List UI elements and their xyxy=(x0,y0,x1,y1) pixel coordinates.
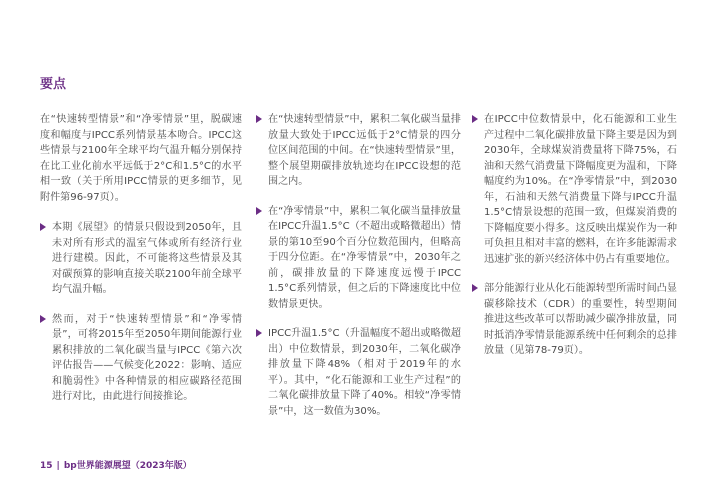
bullet-item xyxy=(472,112,677,267)
bullet-arrow-icon xyxy=(40,223,46,231)
bullet-arrow-icon xyxy=(472,284,478,292)
page-footer xyxy=(40,458,192,471)
column-left xyxy=(40,112,242,419)
bullet-arrow-icon xyxy=(472,115,478,123)
footer-separator: | xyxy=(56,461,60,471)
bullet-text: 在“快速转型情景”中，累积二氧化碳当量排放量大致处于IPCC远低于2°C情景的四分位区间范围的中间。在“快速转型情景”里，整个展望期碳排放轨迹均在IPCC设想的范围之内。 xyxy=(268,114,461,187)
bullet-text: 在“净零情景”中，累积二氧化碳当量排放量在IPCC升温1.5°C（不超出或略微超出）情景的第10至90个百分位数范围内，但略高于四分位距。在“净零情景”中，2030年之前，碳排放量的下降速度远慢于IPCC 1.5°C系列情景，但之后的下降速度比中位数情景更快。 xyxy=(268,205,461,310)
bullet-item xyxy=(40,220,242,298)
column-middle xyxy=(256,112,461,433)
bullet-text: IPCC升温1.5°C（升温幅度不超出或略微超出）中位数情景，到2030年，二氧化碳净排放量下降48%（相对于2019年的水平）。其中，“化石能源和工业生产过程”的二氧化碳排放量下降了40%。相较“净零情景”中，这一数值为30%。 xyxy=(268,328,461,417)
section-heading: 要点 xyxy=(40,77,67,92)
page-number: 15 xyxy=(40,461,53,471)
bullet-item xyxy=(256,112,461,190)
bullet-text: 部分能源行业从化石能源转型所需时间凸显碳移除技术（CDR）的重要性，转型期间推进这些改革可以帮助减少碳净排放量，同时抵消净零情景能源系统中任何剩余的总排放量（见第78-79页）。 xyxy=(484,283,677,356)
bullet-arrow-icon xyxy=(256,329,262,337)
report-title: bp世界能源展望（2023年版） xyxy=(63,461,192,471)
bullet-item xyxy=(256,326,461,419)
intro-paragraph: 在“快速转型情景”和“净零情景”里，脱碳速度和幅度与IPCC系列情景基本吻合。IPCC这些情景与2100年全球平均气温升幅分别保持在比工业化前水平远低于2°C和1.5°C的水平相一致（关于所用IPCC情景的更多细节，见附件第96-97页）。 xyxy=(40,114,242,203)
bullet-arrow-icon xyxy=(40,315,46,323)
bullet-item xyxy=(40,312,242,405)
column-right xyxy=(472,112,677,373)
bullet-item xyxy=(256,204,461,313)
bullet-text: 在IPCC中位数情景中，化石能源和工业生产过程中二氧化碳排放量下降主要是因为到2030年，全球煤炭消费量将下降75%，石油和天然气消费量下降幅度更为温和，下降幅度约为10%。在“净零情景”中，到2030年，石油和天然气消费量下降与IPCC升温1.5°C情景设想的范围一致，但煤炭消费的下降幅度要小得多。这反映出煤炭作为一种可负担且相对丰富的燃料，在许多能源需求迅速扩张的新兴经济体中仍占有重要地位。 xyxy=(484,114,677,265)
bullet-arrow-icon xyxy=(256,207,262,215)
bullet-arrow-icon xyxy=(256,115,262,123)
bullet-text: 然而，对于“快速转型情景”和“净零情景”，可将2015年至2050年期间能源行业累积排放的二氧化碳当量与IPCC《第六次评估报告——气候变化2022：影响、适应和脆弱性》中各种情景的相应碳路径范围进行对比，由此进行间接推论。 xyxy=(52,313,242,402)
bullet-text: 本期《展望》的情景只假设到2050年，且未对所有形式的温室气体或所有经济行业进行建模。因此，不可能将这些情景及其对碳预算的影响直接关联2100年前全球平均气温升幅。 xyxy=(52,222,242,295)
bullet-item xyxy=(472,281,677,359)
